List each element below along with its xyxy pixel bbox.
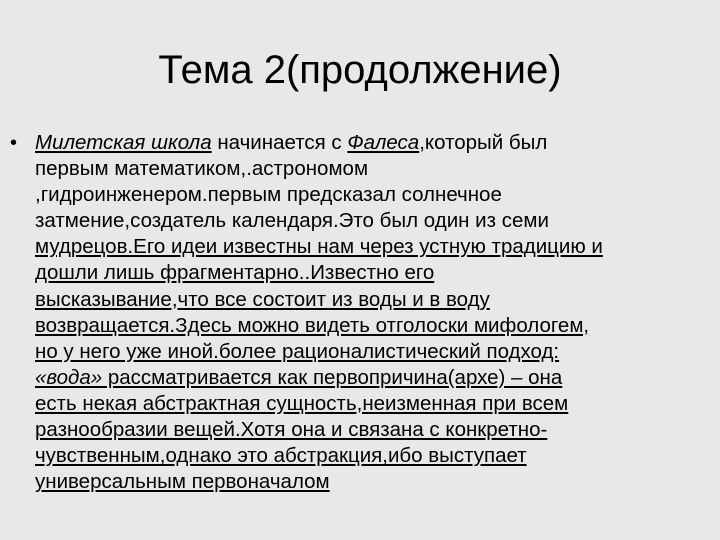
body-line [35,156,720,182]
body-text-segment: затмение,создатель календаря.Это был один из семи [35,209,549,233]
body-line [35,182,720,208]
body-text-segment: ,который был [419,131,548,154]
body-text-segment: универсальным первоначалом [35,470,330,494]
body-line [35,443,720,469]
body-line [35,365,720,391]
body-text-segment: разнообразии вещей.Хотя она и связана с конкретно- [35,418,548,442]
body-text-segment: но у него уже иной.более рационалистический подход: [35,339,560,363]
body-line [35,391,720,417]
slide-title: Тема 2(продолжение) [158,48,562,92]
body-line [35,339,720,365]
body-text-segment: первым математиком,.астрономом [35,157,369,181]
body-text-segment: Фалеса [347,131,420,154]
bullet-dot-icon: • [10,132,18,154]
body-text-segment: Милетская школа [35,131,212,154]
body-text-segment: есть некая абстрактная сущность,неизменная при всем [35,391,569,415]
body-text-segment: ,гидроинженером.первым предсказал солнечное [35,183,502,207]
body-text-segment: чувственным,однако это абстракция,ибо выступает [35,444,527,468]
body-line [35,130,720,156]
body-line [35,208,720,234]
body-line [35,287,720,313]
slide-body-text [35,130,720,495]
body-text-segment: начинается с [211,131,348,154]
body-text-segment: мудрецов.Его идеи известны нам через устную традицию и [35,235,603,259]
body-line [35,234,720,260]
body-line [35,417,720,443]
body-line [35,260,720,286]
body-line [35,313,720,339]
body-text-segment: дошли лишь фрагментарно..Известно его [35,261,435,285]
body-text-segment: рассматривается как первопричина(архе) – она [102,365,563,389]
body-text-segment: возвращается.Здесь можно видеть отголоски мифологем, [35,313,590,337]
body-text-segment: высказывание,что все состоит из воды и в воду [35,287,490,311]
body-text-segment: «вода» [35,365,103,389]
body-line [35,469,720,495]
